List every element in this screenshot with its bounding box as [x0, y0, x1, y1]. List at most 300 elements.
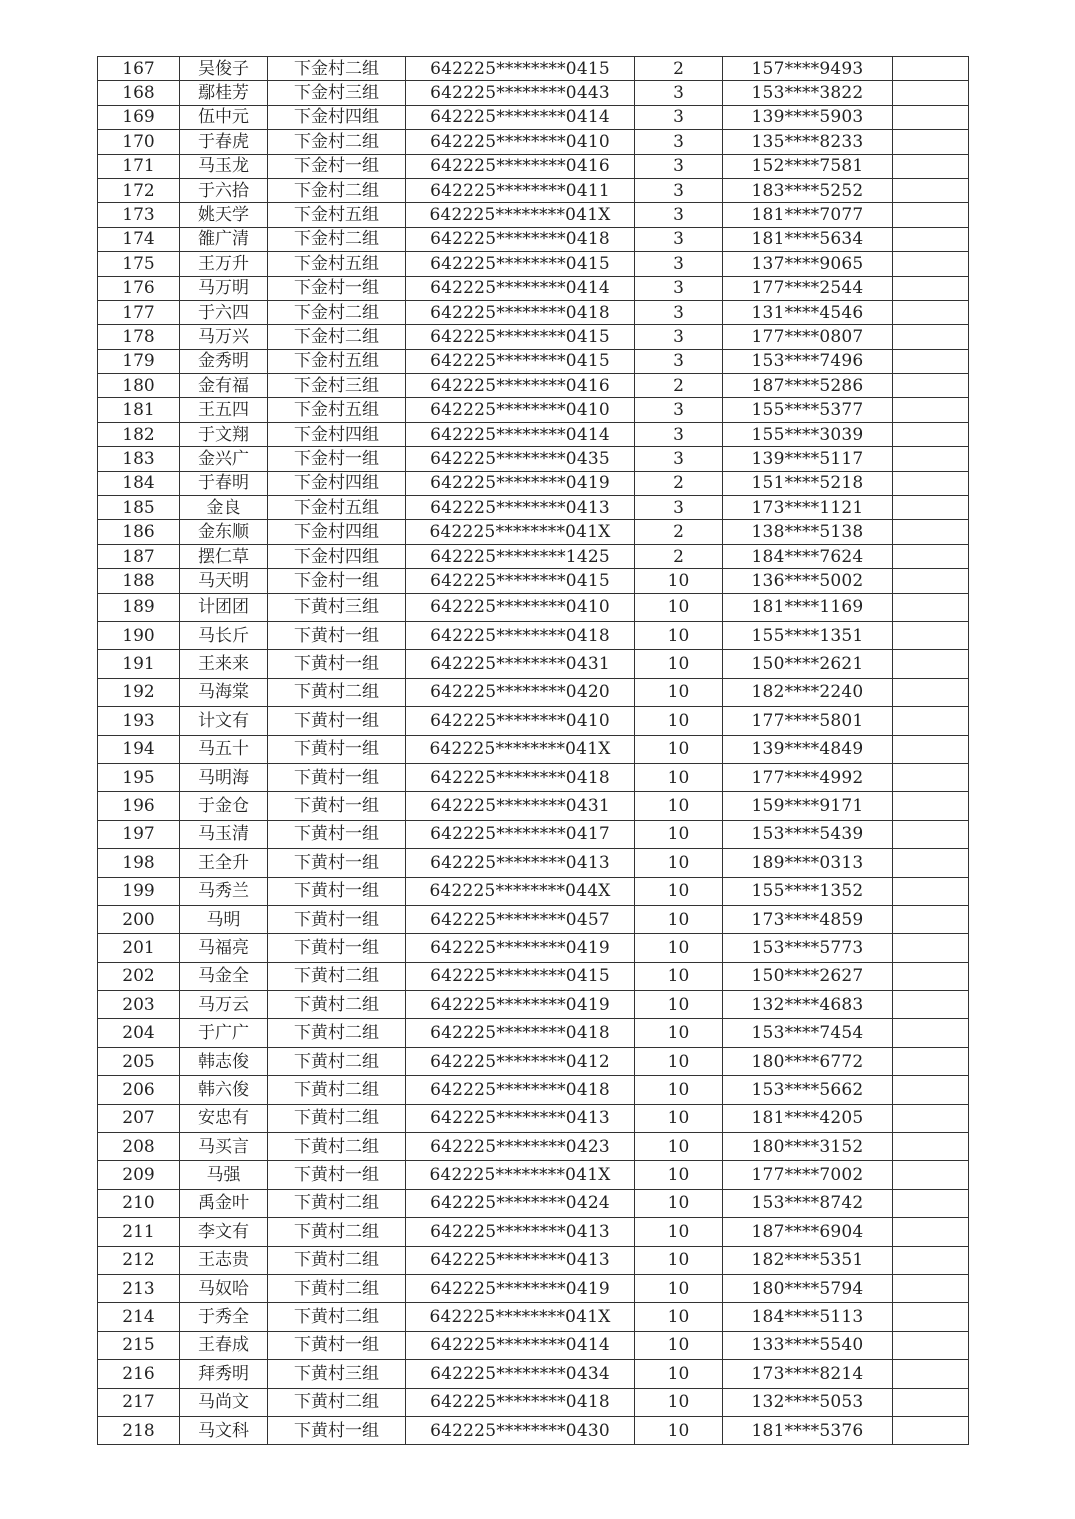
- id-number-cell: 642225********0417: [406, 820, 635, 848]
- table-row: [98, 934, 969, 962]
- village-group-cell: 下金村五组: [268, 203, 406, 227]
- table-row: [98, 1019, 969, 1047]
- count-cell: 10: [635, 1303, 723, 1331]
- name-cell: 马万明: [180, 276, 268, 300]
- row-number-cell: 178: [98, 325, 180, 349]
- row-number-cell: 201: [98, 934, 180, 962]
- table-row: [98, 1388, 969, 1416]
- table-row: [98, 349, 969, 373]
- name-cell: 马买言: [180, 1133, 268, 1161]
- name-cell: 马天明: [180, 569, 268, 593]
- table-row: [98, 792, 969, 820]
- note-cell: [893, 1416, 969, 1444]
- table-row: [98, 105, 969, 129]
- phone-cell: 132****5053: [723, 1388, 893, 1416]
- phone-cell: 136****5002: [723, 569, 893, 593]
- row-number-cell: 173: [98, 203, 180, 227]
- table-row: [98, 81, 969, 105]
- note-cell: [893, 934, 969, 962]
- note-cell: [893, 227, 969, 251]
- note-cell: [893, 707, 969, 735]
- table-row: [98, 849, 969, 877]
- id-number-cell: 642225********1425: [406, 544, 635, 568]
- id-number-cell: 642225********0411: [406, 178, 635, 202]
- phone-cell: 139****5903: [723, 105, 893, 129]
- note-cell: [893, 820, 969, 848]
- village-group-cell: 下黄村一组: [268, 934, 406, 962]
- village-group-cell: 下黄村二组: [268, 1274, 406, 1302]
- phone-cell: 153****5773: [723, 934, 893, 962]
- count-cell: 2: [635, 520, 723, 544]
- name-cell: 王春成: [180, 1331, 268, 1359]
- table-row: [98, 991, 969, 1019]
- table-row: [98, 1047, 969, 1075]
- village-group-cell: 下金村三组: [268, 81, 406, 105]
- note-cell: [893, 1331, 969, 1359]
- count-cell: 10: [635, 1274, 723, 1302]
- note-cell: [893, 991, 969, 1019]
- village-group-cell: 下金村五组: [268, 252, 406, 276]
- phone-cell: 150****2621: [723, 650, 893, 678]
- id-number-cell: 642225********0423: [406, 1133, 635, 1161]
- name-cell: 马金全: [180, 962, 268, 990]
- id-number-cell: 642225********0419: [406, 471, 635, 495]
- phone-cell: 181****4205: [723, 1104, 893, 1132]
- name-cell: 韩六俊: [180, 1076, 268, 1104]
- id-number-cell: 642225********0419: [406, 934, 635, 962]
- phone-cell: 153****7454: [723, 1019, 893, 1047]
- count-cell: 10: [635, 792, 723, 820]
- id-number-cell: 642225********0414: [406, 422, 635, 446]
- name-cell: 金东顺: [180, 520, 268, 544]
- row-number-cell: 206: [98, 1076, 180, 1104]
- name-cell: 于文翔: [180, 422, 268, 446]
- village-group-cell: 下金村二组: [268, 325, 406, 349]
- count-cell: 3: [635, 105, 723, 129]
- table-row: [98, 905, 969, 933]
- phone-cell: 181****7077: [723, 203, 893, 227]
- table-row: [98, 1076, 969, 1104]
- phone-cell: 177****2544: [723, 276, 893, 300]
- name-cell: 姚天学: [180, 203, 268, 227]
- row-number-cell: 167: [98, 57, 180, 81]
- note-cell: [893, 252, 969, 276]
- village-group-cell: 下黄村二组: [268, 1246, 406, 1274]
- name-cell: 马强: [180, 1161, 268, 1189]
- village-group-cell: 下黄村一组: [268, 707, 406, 735]
- row-number-cell: 168: [98, 81, 180, 105]
- phone-cell: 139****5117: [723, 447, 893, 471]
- phone-cell: 183****5252: [723, 178, 893, 202]
- phone-cell: 180****5794: [723, 1274, 893, 1302]
- village-group-cell: 下金村二组: [268, 57, 406, 81]
- id-number-cell: 642225********0418: [406, 300, 635, 324]
- count-cell: 10: [635, 569, 723, 593]
- note-cell: [893, 300, 969, 324]
- village-group-cell: 下黄村二组: [268, 1104, 406, 1132]
- count-cell: 10: [635, 1416, 723, 1444]
- row-number-cell: 212: [98, 1246, 180, 1274]
- count-cell: 10: [635, 1019, 723, 1047]
- id-number-cell: 642225********041X: [406, 1303, 635, 1331]
- table-row: [98, 621, 969, 649]
- name-cell: 王来来: [180, 650, 268, 678]
- count-cell: 3: [635, 130, 723, 154]
- name-cell: 禹金叶: [180, 1189, 268, 1217]
- village-group-cell: 下黄村一组: [268, 735, 406, 763]
- id-number-cell: 642225********0415: [406, 962, 635, 990]
- table-row: [98, 678, 969, 706]
- village-group-cell: 下金村四组: [268, 105, 406, 129]
- id-number-cell: 642225********0418: [406, 1388, 635, 1416]
- table-row: [98, 1133, 969, 1161]
- name-cell: 马文科: [180, 1416, 268, 1444]
- table-row: [98, 962, 969, 990]
- phone-cell: 177****4992: [723, 763, 893, 791]
- id-number-cell: 642225********0415: [406, 252, 635, 276]
- id-number-cell: 642225********0443: [406, 81, 635, 105]
- table-row: [98, 1331, 969, 1359]
- table-row: [98, 252, 969, 276]
- village-group-cell: 下金村一组: [268, 276, 406, 300]
- name-cell: 金兴广: [180, 447, 268, 471]
- note-cell: [893, 154, 969, 178]
- name-cell: 马玉清: [180, 820, 268, 848]
- table-row: [98, 1161, 969, 1189]
- note-cell: [893, 1189, 969, 1217]
- village-group-cell: 下黄村二组: [268, 1047, 406, 1075]
- row-number-cell: 197: [98, 820, 180, 848]
- table-row: [98, 325, 969, 349]
- note-cell: [893, 1076, 969, 1104]
- name-cell: 王全升: [180, 849, 268, 877]
- note-cell: [893, 1360, 969, 1388]
- note-cell: [893, 57, 969, 81]
- name-cell: 韩志俊: [180, 1047, 268, 1075]
- note-cell: [893, 1104, 969, 1132]
- name-cell: 于六四: [180, 300, 268, 324]
- note-cell: [893, 1218, 969, 1246]
- row-number-cell: 209: [98, 1161, 180, 1189]
- count-cell: 10: [635, 707, 723, 735]
- name-cell: 马玉龙: [180, 154, 268, 178]
- village-group-cell: 下黄村二组: [268, 962, 406, 990]
- village-group-cell: 下黄村三组: [268, 593, 406, 621]
- name-cell: 计文有: [180, 707, 268, 735]
- note-cell: [893, 422, 969, 446]
- village-group-cell: 下金村一组: [268, 154, 406, 178]
- name-cell: 于春虎: [180, 130, 268, 154]
- village-group-cell: 下金村四组: [268, 471, 406, 495]
- phone-cell: 153****5662: [723, 1076, 893, 1104]
- name-cell: 王五四: [180, 398, 268, 422]
- row-number-cell: 180: [98, 374, 180, 398]
- note-cell: [893, 1019, 969, 1047]
- id-number-cell: 642225********0415: [406, 349, 635, 373]
- id-number-cell: 642225********041X: [406, 520, 635, 544]
- id-number-cell: 642225********0414: [406, 1331, 635, 1359]
- roster-body: [98, 57, 969, 1445]
- name-cell: 于金仓: [180, 792, 268, 820]
- count-cell: 10: [635, 621, 723, 649]
- name-cell: 马海棠: [180, 678, 268, 706]
- id-number-cell: 642225********0419: [406, 991, 635, 1019]
- name-cell: 雒广清: [180, 227, 268, 251]
- village-group-cell: 下黄村三组: [268, 1360, 406, 1388]
- id-number-cell: 642225********0419: [406, 1274, 635, 1302]
- name-cell: 王万升: [180, 252, 268, 276]
- id-number-cell: 642225********0414: [406, 105, 635, 129]
- count-cell: 10: [635, 1360, 723, 1388]
- id-number-cell: 642225********0418: [406, 227, 635, 251]
- note-cell: [893, 792, 969, 820]
- count-cell: 3: [635, 349, 723, 373]
- count-cell: 10: [635, 1161, 723, 1189]
- phone-cell: 180****6772: [723, 1047, 893, 1075]
- village-group-cell: 下黄村二组: [268, 1133, 406, 1161]
- table-row: [98, 520, 969, 544]
- row-number-cell: 208: [98, 1133, 180, 1161]
- table-row: [98, 1303, 969, 1331]
- row-number-cell: 190: [98, 621, 180, 649]
- count-cell: 10: [635, 1104, 723, 1132]
- table-row: [98, 276, 969, 300]
- phone-cell: 182****2240: [723, 678, 893, 706]
- phone-cell: 189****0313: [723, 849, 893, 877]
- note-cell: [893, 130, 969, 154]
- note-cell: [893, 905, 969, 933]
- roster-table: [97, 56, 969, 1445]
- note-cell: [893, 81, 969, 105]
- id-number-cell: 642225********0431: [406, 650, 635, 678]
- note-cell: [893, 569, 969, 593]
- table-row: [98, 447, 969, 471]
- table-row: [98, 877, 969, 905]
- row-number-cell: 198: [98, 849, 180, 877]
- table-row: [98, 178, 969, 202]
- note-cell: [893, 678, 969, 706]
- name-cell: 拜秀明: [180, 1360, 268, 1388]
- name-cell: 于广广: [180, 1019, 268, 1047]
- note-cell: [893, 105, 969, 129]
- row-number-cell: 217: [98, 1388, 180, 1416]
- id-number-cell: 642225********0431: [406, 792, 635, 820]
- row-number-cell: 202: [98, 962, 180, 990]
- village-group-cell: 下黄村一组: [268, 763, 406, 791]
- row-number-cell: 216: [98, 1360, 180, 1388]
- phone-cell: 151****5218: [723, 471, 893, 495]
- note-cell: [893, 650, 969, 678]
- village-group-cell: 下金村一组: [268, 569, 406, 593]
- village-group-cell: 下黄村一组: [268, 792, 406, 820]
- id-number-cell: 642225********0410: [406, 707, 635, 735]
- id-number-cell: 642225********0413: [406, 849, 635, 877]
- row-number-cell: 192: [98, 678, 180, 706]
- phone-cell: 173****4859: [723, 905, 893, 933]
- id-number-cell: 642225********0415: [406, 325, 635, 349]
- row-number-cell: 207: [98, 1104, 180, 1132]
- row-number-cell: 184: [98, 471, 180, 495]
- id-number-cell: 642225********0435: [406, 447, 635, 471]
- count-cell: 10: [635, 820, 723, 848]
- table-row: [98, 227, 969, 251]
- table-row: [98, 1246, 969, 1274]
- count-cell: 2: [635, 544, 723, 568]
- id-number-cell: 642225********0413: [406, 1104, 635, 1132]
- village-group-cell: 下黄村二组: [268, 678, 406, 706]
- count-cell: 10: [635, 877, 723, 905]
- name-cell: 王志贵: [180, 1246, 268, 1274]
- table-row: [98, 130, 969, 154]
- phone-cell: 133****5540: [723, 1331, 893, 1359]
- row-number-cell: 171: [98, 154, 180, 178]
- village-group-cell: 下黄村一组: [268, 1161, 406, 1189]
- id-number-cell: 642225********0424: [406, 1189, 635, 1217]
- name-cell: 于春明: [180, 471, 268, 495]
- row-number-cell: 183: [98, 447, 180, 471]
- note-cell: [893, 520, 969, 544]
- village-group-cell: 下黄村二组: [268, 1189, 406, 1217]
- count-cell: 3: [635, 300, 723, 324]
- phone-cell: 177****0807: [723, 325, 893, 349]
- village-group-cell: 下黄村二组: [268, 991, 406, 1019]
- phone-cell: 137****9065: [723, 252, 893, 276]
- id-number-cell: 642225********0410: [406, 130, 635, 154]
- row-number-cell: 185: [98, 496, 180, 520]
- phone-cell: 138****5138: [723, 520, 893, 544]
- note-cell: [893, 763, 969, 791]
- name-cell: 马尚文: [180, 1388, 268, 1416]
- table-row: [98, 422, 969, 446]
- phone-cell: 155****1351: [723, 621, 893, 649]
- count-cell: 10: [635, 593, 723, 621]
- id-number-cell: 642225********0413: [406, 1218, 635, 1246]
- note-cell: [893, 735, 969, 763]
- id-number-cell: 642225********041X: [406, 735, 635, 763]
- name-cell: 于秀全: [180, 1303, 268, 1331]
- table-row: [98, 154, 969, 178]
- note-cell: [893, 325, 969, 349]
- village-group-cell: 下黄村二组: [268, 1076, 406, 1104]
- id-number-cell: 642225********041X: [406, 1161, 635, 1189]
- count-cell: 10: [635, 849, 723, 877]
- row-number-cell: 186: [98, 520, 180, 544]
- village-group-cell: 下黄村一组: [268, 877, 406, 905]
- row-number-cell: 191: [98, 650, 180, 678]
- count-cell: 10: [635, 763, 723, 791]
- village-group-cell: 下金村五组: [268, 496, 406, 520]
- count-cell: 3: [635, 154, 723, 178]
- id-number-cell: 642225********0418: [406, 1076, 635, 1104]
- phone-cell: 173****1121: [723, 496, 893, 520]
- table-row: [98, 1189, 969, 1217]
- id-number-cell: 642225********0418: [406, 621, 635, 649]
- row-number-cell: 205: [98, 1047, 180, 1075]
- row-number-cell: 187: [98, 544, 180, 568]
- count-cell: 10: [635, 1246, 723, 1274]
- row-number-cell: 182: [98, 422, 180, 446]
- village-group-cell: 下金村二组: [268, 130, 406, 154]
- id-number-cell: 642225********0430: [406, 1416, 635, 1444]
- note-cell: [893, 849, 969, 877]
- phone-cell: 153****5439: [723, 820, 893, 848]
- table-row: [98, 1274, 969, 1302]
- phone-cell: 177****7002: [723, 1161, 893, 1189]
- count-cell: 3: [635, 447, 723, 471]
- note-cell: [893, 877, 969, 905]
- note-cell: [893, 349, 969, 373]
- row-number-cell: 174: [98, 227, 180, 251]
- village-group-cell: 下黄村一组: [268, 905, 406, 933]
- table-row: [98, 1360, 969, 1388]
- phone-cell: 139****4849: [723, 735, 893, 763]
- village-group-cell: 下黄村二组: [268, 1218, 406, 1246]
- phone-cell: 155****5377: [723, 398, 893, 422]
- id-number-cell: 642225********0418: [406, 1019, 635, 1047]
- row-number-cell: 194: [98, 735, 180, 763]
- id-number-cell: 642225********0413: [406, 1246, 635, 1274]
- row-number-cell: 193: [98, 707, 180, 735]
- village-group-cell: 下金村二组: [268, 178, 406, 202]
- village-group-cell: 下金村四组: [268, 422, 406, 446]
- village-group-cell: 下金村四组: [268, 544, 406, 568]
- id-number-cell: 642225********0414: [406, 276, 635, 300]
- village-group-cell: 下金村二组: [268, 227, 406, 251]
- count-cell: 10: [635, 1388, 723, 1416]
- count-cell: 10: [635, 934, 723, 962]
- id-number-cell: 642225********0415: [406, 57, 635, 81]
- note-cell: [893, 447, 969, 471]
- village-group-cell: 下金村五组: [268, 398, 406, 422]
- row-number-cell: 213: [98, 1274, 180, 1302]
- name-cell: 伍中元: [180, 105, 268, 129]
- name-cell: 金良: [180, 496, 268, 520]
- phone-cell: 181****5634: [723, 227, 893, 251]
- note-cell: [893, 471, 969, 495]
- table-row: [98, 1416, 969, 1444]
- row-number-cell: 175: [98, 252, 180, 276]
- row-number-cell: 215: [98, 1331, 180, 1359]
- note-cell: [893, 1161, 969, 1189]
- village-group-cell: 下金村五组: [268, 349, 406, 373]
- note-cell: [893, 1047, 969, 1075]
- row-number-cell: 204: [98, 1019, 180, 1047]
- table-row: [98, 820, 969, 848]
- phone-cell: 187****5286: [723, 374, 893, 398]
- phone-cell: 177****5801: [723, 707, 893, 735]
- table-row: [98, 650, 969, 678]
- row-number-cell: 181: [98, 398, 180, 422]
- table-row: [98, 593, 969, 621]
- note-cell: [893, 1133, 969, 1161]
- note-cell: [893, 1274, 969, 1302]
- row-number-cell: 176: [98, 276, 180, 300]
- note-cell: [893, 178, 969, 202]
- phone-cell: 182****5351: [723, 1246, 893, 1274]
- table-row: [98, 763, 969, 791]
- count-cell: 10: [635, 962, 723, 990]
- name-cell: 于六拾: [180, 178, 268, 202]
- table-row: [98, 496, 969, 520]
- phone-cell: 155****3039: [723, 422, 893, 446]
- count-cell: 2: [635, 471, 723, 495]
- village-group-cell: 下黄村一组: [268, 1331, 406, 1359]
- row-number-cell: 218: [98, 1416, 180, 1444]
- row-number-cell: 170: [98, 130, 180, 154]
- phone-cell: 187****6904: [723, 1218, 893, 1246]
- count-cell: 3: [635, 276, 723, 300]
- name-cell: 马长斤: [180, 621, 268, 649]
